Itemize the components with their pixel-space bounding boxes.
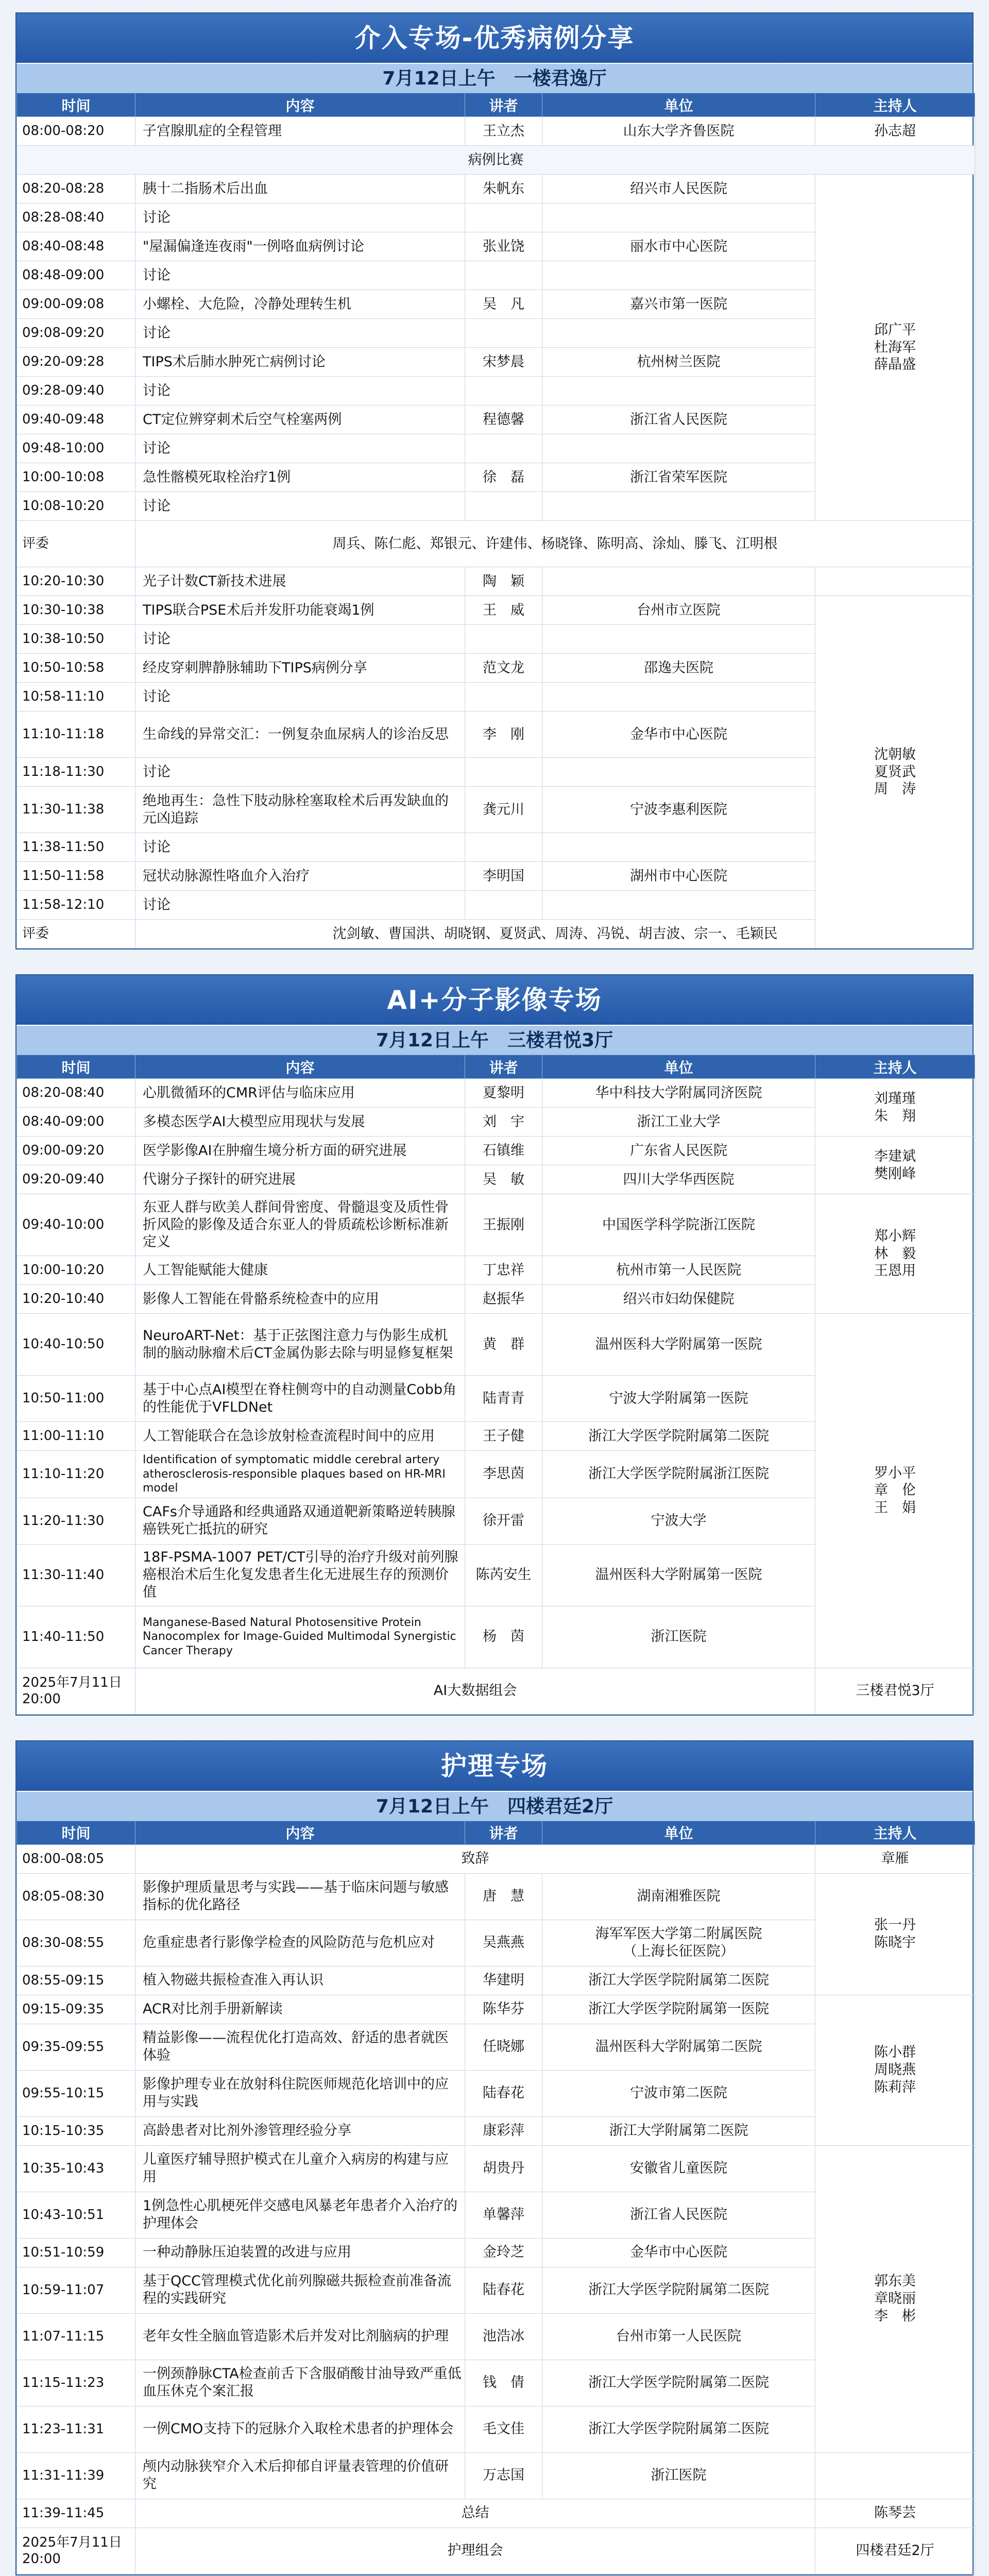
time-cell: 评委	[17, 920, 135, 948]
time-cell: 09:40-10:00	[17, 1194, 135, 1256]
time-cell: 11:30-11:40	[17, 1544, 135, 1606]
schedule-section	[15, 974, 974, 1716]
affiliation-cell: 中国医学科学院浙江医院	[542, 1194, 815, 1256]
time-cell: 2025年7月11日 20:00	[17, 1668, 135, 1714]
topic-cell: "屋漏偏逢连夜雨"一例咯血病例讨论	[135, 232, 465, 261]
speaker-cell: 赵振华	[465, 1285, 542, 1314]
time-cell: 09:28-09:40	[17, 377, 135, 405]
schedule-section	[15, 12, 974, 950]
section-subtitle: 7月12日上午 四楼君廷2厅	[16, 1791, 973, 1821]
affiliation-cell: 湖南湘雅医院	[542, 1873, 815, 1920]
time-cell: 11:07-11:15	[17, 2313, 135, 2360]
topic-cell: 老年女性全脑血管造影术后并发对比剂脑病的护理	[135, 2313, 465, 2360]
affiliation-cell: 宁波大学	[542, 1498, 815, 1544]
time-cell: 08:20-08:28	[17, 175, 135, 204]
speaker-cell: 陆春花	[465, 2070, 542, 2116]
table-row	[17, 1194, 975, 1256]
column-header: 讲者	[465, 1055, 542, 1079]
host-cell: 张一丹 陈晓宇	[815, 1873, 975, 1995]
speaker-cell: 吴 凡	[465, 290, 542, 319]
time-cell: 08:48-09:00	[17, 261, 135, 290]
topic-cell: 危重症患者行影像学检查的风险防范与危机应对	[135, 1920, 465, 1966]
speaker-cell: 吴 敏	[465, 1165, 542, 1194]
affiliation-cell	[542, 204, 815, 232]
time-cell: 评委	[17, 521, 135, 567]
affiliation-cell: 温州医科大学附属第一医院	[542, 1314, 815, 1376]
table-row	[17, 1314, 975, 1376]
host-cell: 陈小群 周晓燕 陈莉萍	[815, 1995, 975, 2145]
time-cell: 11:15-11:23	[17, 2360, 135, 2406]
speaker-cell: 石镇维	[465, 1137, 542, 1165]
time-cell: 10:38-10:50	[17, 625, 135, 654]
speaker-cell: 钱 倩	[465, 2360, 542, 2406]
topic-cell: 讨论	[135, 434, 465, 463]
topic-cell: 一例CMO支持下的冠脉介入取栓术患者的护理体会	[135, 2406, 465, 2452]
topic-cell: 儿童医疗辅导照护模式在儿童介入病房的构建与应用	[135, 2145, 465, 2192]
affiliation-cell	[542, 261, 815, 290]
table-row	[17, 920, 975, 948]
table-header-row	[17, 1055, 975, 1079]
schedule-table	[16, 1821, 975, 2574]
time-cell: 10:15-10:35	[17, 2116, 135, 2145]
topic-cell: TIPS术后肺水肿死亡病例讨论	[135, 348, 465, 377]
speaker-cell: 王子健	[465, 1422, 542, 1451]
topic-cell: 人工智能赋能大健康	[135, 1256, 465, 1285]
topic-cell: 一种动静脉压迫装置的改进与应用	[135, 2238, 465, 2267]
speaker-cell: 陈华芬	[465, 1995, 542, 2024]
affiliation-cell	[542, 625, 815, 654]
affiliation-cell: 浙江大学附属第二医院	[542, 2116, 815, 2145]
affiliation-cell	[542, 758, 815, 787]
time-cell: 08:28-08:40	[17, 204, 135, 232]
column-header: 内容	[135, 93, 465, 117]
topic-cell: 基于QCC管理模式优化前列腺磁共振检查前准备流程的实践研究	[135, 2267, 465, 2313]
time-cell: 11:10-11:18	[17, 711, 135, 758]
speaker-cell: 王 威	[465, 596, 542, 625]
schedule-table	[16, 1055, 975, 1715]
time-cell: 08:55-09:15	[17, 1966, 135, 1995]
speaker-cell	[465, 204, 542, 232]
speaker-cell: 陆青青	[465, 1376, 542, 1422]
topic-cell: 讨论	[135, 833, 465, 862]
speaker-cell: 唐 慧	[465, 1873, 542, 1920]
speaker-cell: 吴燕燕	[465, 1920, 542, 1966]
time-cell: 09:08-09:20	[17, 319, 135, 348]
speaker-cell	[465, 319, 542, 348]
topic-cell: CAFs介导通路和经典通路双通道靶新策略逆转胰腺癌铁死亡抵抗的研究	[135, 1498, 465, 1544]
time-cell: 11:38-11:50	[17, 833, 135, 862]
affiliation-cell: 浙江省人民医院	[542, 405, 815, 434]
time-cell: 09:55-10:15	[17, 2070, 135, 2116]
topic-cell: 胰十二指肠术后出血	[135, 175, 465, 204]
time-cell: 08:05-08:30	[17, 1873, 135, 1920]
column-header: 单位	[542, 93, 815, 117]
time-cell: 11:30-11:38	[17, 787, 135, 833]
table-row	[17, 1079, 975, 1108]
time-cell: 10:00-10:20	[17, 1256, 135, 1285]
table-row	[17, 567, 975, 596]
topic-cell: 影像护理专业在放射科住院医师规范化培训中的应用与实践	[135, 2070, 465, 2116]
topic-cell: Identification of symptomatic middle cerebral artery atherosclerosis-responsible plaques based on HR-MRI model	[135, 1451, 465, 1498]
affiliation-cell: 浙江大学医学院附属第二医院	[542, 2360, 815, 2406]
speaker-cell: 池浩冰	[465, 2313, 542, 2360]
affiliation-cell: 浙江省荣军医院	[542, 463, 815, 492]
speaker-cell: 丁忠祥	[465, 1256, 542, 1285]
affiliation-cell: 浙江大学医学院附属第二医院	[542, 1966, 815, 1995]
host-cell: 罗小平 章 伦 王 娟	[815, 1314, 975, 1668]
time-cell: 09:00-09:08	[17, 290, 135, 319]
topic-cell: 讨论	[135, 377, 465, 405]
host-cell: 沈朝敏 夏贤武 周 涛	[815, 596, 975, 948]
affiliation-cell: 浙江医院	[542, 2452, 815, 2499]
section-title: 护理专场	[16, 1741, 973, 1791]
speaker-cell: 金玲芝	[465, 2238, 542, 2267]
affiliation-cell: 海军军医大学第二附属医院 （上海长征医院）	[542, 1920, 815, 1966]
topic-cell: 绝地再生：急性下肢动脉栓塞取栓术后再发缺血的元凶追踪	[135, 787, 465, 833]
affiliation-cell: 浙江大学医学院附属第二医院	[542, 2267, 815, 2313]
topic-cell: 光子计数CT新技术进展	[135, 567, 465, 596]
affiliation-cell: 温州医科大学附属第二医院	[542, 2024, 815, 2070]
column-header: 单位	[542, 1821, 815, 1844]
table-row	[17, 1668, 975, 1714]
topic-cell: 影像护理质量思考与实践——基于临床问题与敏感指标的优化路径	[135, 1873, 465, 1920]
column-header: 时间	[17, 1055, 135, 1079]
affiliation-cell	[542, 891, 815, 920]
speaker-cell	[465, 434, 542, 463]
affiliation-cell: 湖州市中心医院	[542, 862, 815, 891]
category-label: 病例比赛	[17, 146, 975, 175]
affiliation-cell: 绍兴市人民医院	[542, 175, 815, 204]
affiliation-cell: 广东省人民医院	[542, 1137, 815, 1165]
affiliation-cell: 嘉兴市第一医院	[542, 290, 815, 319]
speaker-cell: 程德馨	[465, 405, 542, 434]
time-cell: 2025年7月11日 20:00	[17, 2528, 135, 2574]
topic-cell: 讨论	[135, 261, 465, 290]
time-cell: 11:39-11:45	[17, 2499, 135, 2528]
time-cell: 08:20-08:40	[17, 1079, 135, 1108]
topic-cell: 医学影像AI在肿瘤生境分析方面的研究进展	[135, 1137, 465, 1165]
section-subtitle: 7月12日上午 一楼君逸厅	[16, 63, 973, 93]
affiliation-cell: 金华市中心医院	[542, 711, 815, 758]
affiliation-cell: 浙江大学医学院附属浙江医院	[542, 1451, 815, 1498]
time-cell: 11:10-11:20	[17, 1451, 135, 1498]
topic-cell: 精益影像——流程优化打造高效、舒适的患者就医体验	[135, 2024, 465, 2070]
time-cell: 09:48-10:00	[17, 434, 135, 463]
table-row	[17, 2528, 975, 2574]
table-row	[17, 1844, 975, 1873]
time-cell: 09:40-09:48	[17, 405, 135, 434]
affiliation-cell	[542, 683, 815, 711]
table-row	[17, 117, 975, 146]
affiliation-cell	[542, 377, 815, 405]
schedule-page	[15, 12, 974, 2576]
speaker-cell	[465, 758, 542, 787]
time-cell: 10:40-10:50	[17, 1314, 135, 1376]
topic-cell: TIPS联合PSE术后并发肝功能衰竭1例	[135, 596, 465, 625]
affiliation-cell	[542, 434, 815, 463]
affiliation-cell: 安徽省儿童医院	[542, 2145, 815, 2192]
topic-cell: 心肌微循环的CMR评估与临床应用	[135, 1079, 465, 1108]
affiliation-cell: 邵逸夫医院	[542, 654, 815, 683]
time-cell: 10:43-10:51	[17, 2192, 135, 2238]
affiliation-cell: 浙江大学医学院附属第一医院	[542, 1995, 815, 2024]
affiliation-cell: 浙江工业大学	[542, 1108, 815, 1137]
time-cell: 11:23-11:31	[17, 2406, 135, 2452]
speaker-cell: 徐 磊	[465, 463, 542, 492]
topic-cell: 经皮穿刺脾静脉辅助下TIPS病例分享	[135, 654, 465, 683]
time-cell: 10:08-10:20	[17, 492, 135, 521]
topic-cell: 基于中心点AI模型在脊柱侧弯中的自动测量Cobb角的性能优于VFLDNet	[135, 1376, 465, 1422]
table-row	[17, 596, 975, 625]
speaker-cell	[465, 683, 542, 711]
host-cell: 邱广平 杜海军 薛晶盛	[815, 175, 975, 521]
speaker-cell: 王立杰	[465, 117, 542, 146]
time-cell: 08:00-08:05	[17, 1844, 135, 1873]
speaker-cell: 陆春花	[465, 2267, 542, 2313]
affiliation-cell: 宁波李惠利医院	[542, 787, 815, 833]
column-header: 讲者	[465, 1821, 542, 1844]
host-cell	[815, 2452, 975, 2499]
table-row	[17, 2452, 975, 2499]
speaker-cell: 李明国	[465, 862, 542, 891]
topic-cell: 急性髂模死取栓治疗1例	[135, 463, 465, 492]
table-row	[17, 146, 975, 175]
table-header-row	[17, 1821, 975, 1844]
time-cell: 09:00-09:20	[17, 1137, 135, 1165]
host-cell: 三楼君悦3厅	[815, 1668, 975, 1714]
topic-cell: 多模态医学AI大模型应用现状与发展	[135, 1108, 465, 1137]
host-cell: 章雁	[815, 1844, 975, 1873]
topic-cell: 人工智能联合在急诊放射检查流程时间中的应用	[135, 1422, 465, 1451]
column-header: 讲者	[465, 93, 542, 117]
section-title: AI+分子影像专场	[16, 975, 973, 1025]
time-cell: 10:20-10:40	[17, 1285, 135, 1314]
topic-cell: 生命线的异常交汇：一例复杂血尿病人的诊治反思	[135, 711, 465, 758]
time-cell: 08:30-08:55	[17, 1920, 135, 1966]
time-cell: 10:51-10:59	[17, 2238, 135, 2267]
affiliation-cell: 金华市中心医院	[542, 2238, 815, 2267]
topic-cell: 讨论	[135, 319, 465, 348]
speaker-cell	[465, 261, 542, 290]
affiliation-cell: 浙江大学医学院附属第二医院	[542, 2406, 815, 2452]
column-header: 内容	[135, 1055, 465, 1079]
speaker-cell: 康彩萍	[465, 2116, 542, 2145]
time-cell: 10:35-10:43	[17, 2145, 135, 2192]
topic-cell: Manganese-Based Natural Photosensitive Protein Nanocomplex for Image-Guided Multimodal Synergistic Cancer Therapy	[135, 1606, 465, 1668]
affiliation-cell	[542, 567, 815, 596]
affiliation-cell: 华中科技大学附属同济医院	[542, 1079, 815, 1108]
topic-cell: 讨论	[135, 891, 465, 920]
speaker-cell: 黄 群	[465, 1314, 542, 1376]
affiliation-cell: 杭州市第一人民医院	[542, 1256, 815, 1285]
speaker-cell: 王振刚	[465, 1194, 542, 1256]
speaker-cell	[465, 492, 542, 521]
speaker-cell: 毛文佳	[465, 2406, 542, 2452]
time-cell: 10:30-10:38	[17, 596, 135, 625]
topic-cell: 高龄患者对比剂外渗管理经验分享	[135, 2116, 465, 2145]
affiliation-cell: 山东大学齐鲁医院	[542, 117, 815, 146]
topic-cell: 子宫腺肌症的全程管理	[135, 117, 465, 146]
speaker-cell: 华建明	[465, 1966, 542, 1995]
topic-cell: 总结	[135, 2499, 815, 2528]
time-cell: 11:58-12:10	[17, 891, 135, 920]
time-cell: 10:50-10:58	[17, 654, 135, 683]
time-cell: 10:00-10:08	[17, 463, 135, 492]
column-header: 时间	[17, 93, 135, 117]
time-cell: 11:20-11:30	[17, 1498, 135, 1544]
affiliation-cell	[542, 833, 815, 862]
speaker-cell: 任晓娜	[465, 2024, 542, 2070]
topic-cell: 18F-PSMA-1007 PET/CT引导的治疗升级对前列腺癌根治术后生化复发患者生化无进展生存的预测价值	[135, 1544, 465, 1606]
time-cell: 10:50-11:00	[17, 1376, 135, 1422]
table-row	[17, 521, 975, 567]
topic-cell: CT定位辨穿刺术后空气栓塞两例	[135, 405, 465, 434]
topic-cell: 1例急性心肌梗死伴交感电风暴老年患者介入治疗的护理体会	[135, 2192, 465, 2238]
speaker-cell: 杨 茵	[465, 1606, 542, 1668]
column-header: 时间	[17, 1821, 135, 1844]
topic-cell: 颅内动脉狭窄介入术后抑郁自评量表管理的价值研究	[135, 2452, 465, 2499]
host-cell: 陈琴芸	[815, 2499, 975, 2528]
speaker-cell: 万志国	[465, 2452, 542, 2499]
time-cell: 11:00-11:10	[17, 1422, 135, 1451]
time-cell: 08:40-09:00	[17, 1108, 135, 1137]
speaker-cell: 胡贵丹	[465, 2145, 542, 2192]
time-cell: 08:00-08:20	[17, 117, 135, 146]
affiliation-cell: 浙江医院	[542, 1606, 815, 1668]
speaker-cell: 刘 宇	[465, 1108, 542, 1137]
topic-cell: 讨论	[135, 625, 465, 654]
speaker-cell	[465, 377, 542, 405]
topic-cell: 东亚人群与欧美人群间骨密度、骨髓退变及质性骨折风险的影像及适合东亚人的骨质疏松诊断标准新定义	[135, 1194, 465, 1256]
column-header: 主持人	[815, 93, 975, 117]
time-cell: 10:59-11:07	[17, 2267, 135, 2313]
topic-cell: 讨论	[135, 683, 465, 711]
column-header: 单位	[542, 1055, 815, 1079]
time-cell: 11:18-11:30	[17, 758, 135, 787]
affiliation-cell	[542, 492, 815, 521]
time-cell: 09:35-09:55	[17, 2024, 135, 2070]
affiliation-cell: 台州市立医院	[542, 596, 815, 625]
speaker-cell: 单馨萍	[465, 2192, 542, 2238]
table-row	[17, 1873, 975, 1920]
topic-cell: 植入物磁共振检查准入再认识	[135, 1966, 465, 1995]
host-cell: 刘瑾瑾 朱 翔	[815, 1079, 975, 1137]
affiliation-cell: 浙江大学医学院附属第二医院	[542, 1422, 815, 1451]
topic-cell: 影像人工智能在骨骼系统检查中的应用	[135, 1285, 465, 1314]
column-header: 内容	[135, 1821, 465, 1844]
affiliation-cell: 宁波大学附属第一医院	[542, 1376, 815, 1422]
topic-cell: 讨论	[135, 492, 465, 521]
host-cell: 孙志超	[815, 117, 975, 146]
time-cell: 09:20-09:28	[17, 348, 135, 377]
topic-cell: 小螺栓、大危险，冷静处理转生机	[135, 290, 465, 319]
topic-cell: NeuroART-Net：基于正弦图注意力与伪影生成机制的脑动脉瘤术后CT金属伪影去除与明显修复框架	[135, 1314, 465, 1376]
topic-cell: 沈剑敏、曹国洪、胡晓钢、夏贤武、周涛、冯锐、胡吉波、宗一、毛颖民	[135, 920, 975, 948]
affiliation-cell: 浙江省人民医院	[542, 2192, 815, 2238]
schedule-table	[16, 93, 975, 948]
table-header-row	[17, 93, 975, 117]
section-subtitle: 7月12日上午 三楼君悦3厅	[16, 1025, 973, 1055]
time-cell: 11:31-11:39	[17, 2452, 135, 2499]
host-cell: 郭东美 章晓丽 李 彬	[815, 2145, 975, 2452]
affiliation-cell: 绍兴市妇幼保健院	[542, 1285, 815, 1314]
column-header: 主持人	[815, 1821, 975, 1844]
time-cell: 08:40-08:48	[17, 232, 135, 261]
host-cell: 四楼君廷2厅	[815, 2528, 975, 2574]
speaker-cell: 陶 颖	[465, 567, 542, 596]
speaker-cell: 陈芮安生	[465, 1544, 542, 1606]
affiliation-cell: 丽水市中心医院	[542, 232, 815, 261]
topic-cell: 周兵、陈仁彪、郑银元、许建伟、杨晓锋、陈明高、涂灿、滕飞、江明根	[135, 521, 975, 567]
topic-cell: 冠状动脉源性咯血介入治疗	[135, 862, 465, 891]
affiliation-cell: 四川大学华西医院	[542, 1165, 815, 1194]
topic-cell: 代谢分子探针的研究进展	[135, 1165, 465, 1194]
time-cell: 11:50-11:58	[17, 862, 135, 891]
time-cell: 10:20-10:30	[17, 567, 135, 596]
topic-cell: 讨论	[135, 204, 465, 232]
host-cell	[815, 567, 975, 596]
speaker-cell: 李 刚	[465, 711, 542, 758]
speaker-cell	[465, 891, 542, 920]
affiliation-cell: 杭州树兰医院	[542, 348, 815, 377]
time-cell: 10:58-11:10	[17, 683, 135, 711]
speaker-cell	[465, 625, 542, 654]
topic-cell: AI大数据组会	[135, 1668, 815, 1714]
topic-cell: 讨论	[135, 758, 465, 787]
speaker-cell: 宋梦晨	[465, 348, 542, 377]
topic-cell: 致辞	[135, 1844, 815, 1873]
topic-cell: ACR对比剂手册新解读	[135, 1995, 465, 2024]
table-row	[17, 1137, 975, 1165]
host-cell: 郑小辉 林 毅 王恩用	[815, 1194, 975, 1314]
table-row	[17, 1995, 975, 2024]
affiliation-cell	[542, 319, 815, 348]
affiliation-cell: 宁波市第二医院	[542, 2070, 815, 2116]
speaker-cell: 张业饶	[465, 232, 542, 261]
table-row	[17, 2499, 975, 2528]
speaker-cell: 夏黎明	[465, 1079, 542, 1108]
schedule-section	[15, 1740, 974, 2575]
topic-cell: 护理组会	[135, 2528, 815, 2574]
topic-cell: 一例颈静脉CTA检查前舌下含服硝酸甘油导致严重低血压休克个案汇报	[135, 2360, 465, 2406]
speaker-cell: 徐开雷	[465, 1498, 542, 1544]
speaker-cell: 龚元川	[465, 787, 542, 833]
affiliation-cell: 温州医科大学附属第一医院	[542, 1544, 815, 1606]
speaker-cell	[465, 833, 542, 862]
speaker-cell: 范文龙	[465, 654, 542, 683]
section-title: 介入专场-优秀病例分享	[16, 13, 973, 63]
time-cell: 11:40-11:50	[17, 1606, 135, 1668]
speaker-cell: 李思茵	[465, 1451, 542, 1498]
speaker-cell: 朱帆东	[465, 175, 542, 204]
column-header: 主持人	[815, 1055, 975, 1079]
time-cell: 09:15-09:35	[17, 1995, 135, 2024]
affiliation-cell: 台州市第一人民医院	[542, 2313, 815, 2360]
table-row	[17, 175, 975, 204]
table-row	[17, 2145, 975, 2192]
time-cell: 09:20-09:40	[17, 1165, 135, 1194]
host-cell: 李建斌 樊刚峰	[815, 1137, 975, 1194]
